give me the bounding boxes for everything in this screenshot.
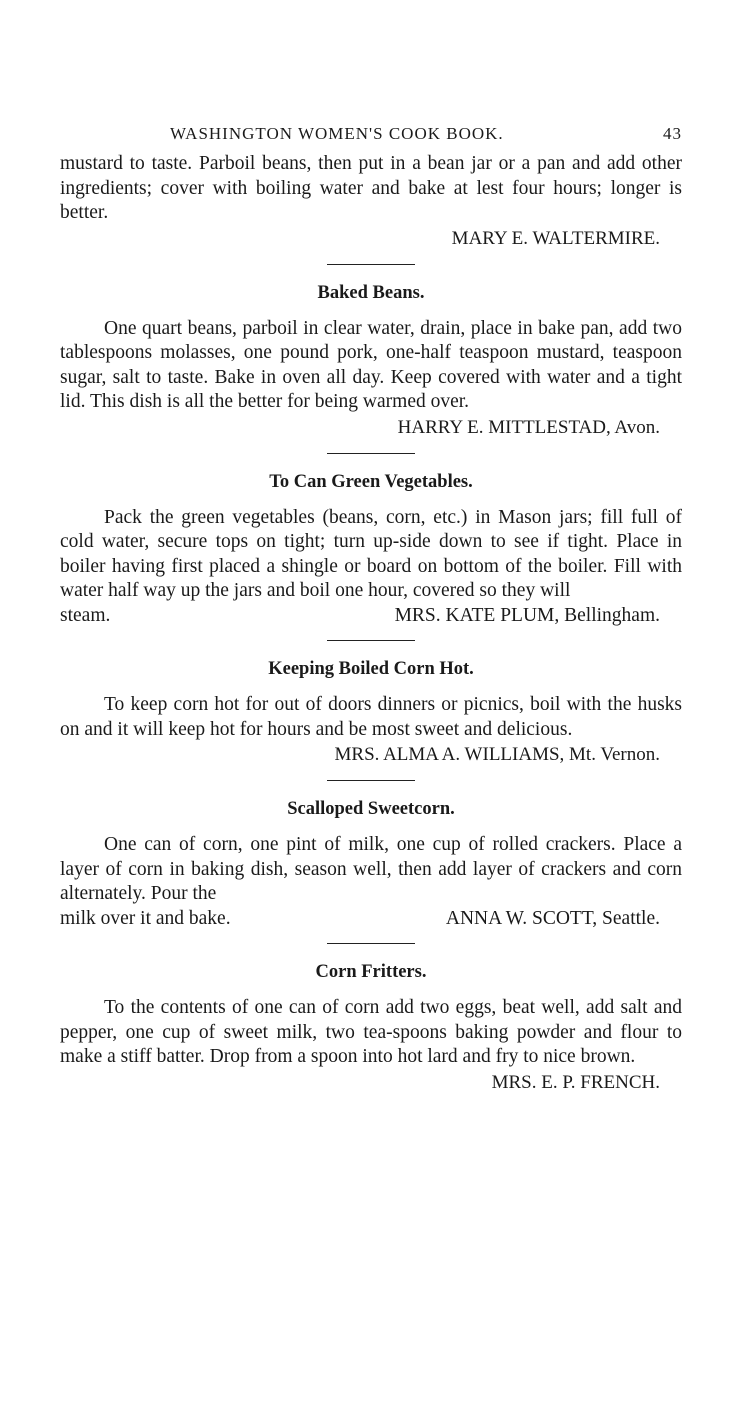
divider-rule <box>327 943 415 944</box>
recipe-title: Keeping Boiled Corn Hot. <box>268 659 474 679</box>
recipe-text: One can of corn, one pint of milk, one cup of rolled crackers. Place a layer of corn in baking dish, season well, then add layer of crackers and corn alternately. Pour the <box>60 834 682 904</box>
running-head <box>60 118 682 152</box>
recipe-text: One quart beans, parboil in clear water, drain, place in bake pan, add two tablespoons molasses, one pound pork, one-half teaspoon mustard, teaspoon sugar, salt to taste. Bake in oven all day. Keep covered with water and a tight lid. This dish is all the better for being warmed over. <box>60 317 682 412</box>
recipe-last-words: milk over it and bake. <box>60 907 231 929</box>
recipe-text: To keep corn hot for out of doors dinners or picnics, boil with the husks on and it will keep hot for hours and be most sweet and delicious. <box>60 694 682 740</box>
recipe-title: To Can Green Vegetables. <box>269 471 473 492</box>
recipe-text: Pack the green vegetables (beans, corn, etc.) in Mason jars; fill full of cold water, secure tops on tight; turn up-side down to see if tight. Place in boiler having first placed a shingle or board on bottom of the boiler. Fill with water half way up the jars and boil one hour, covered so they will <box>60 506 682 601</box>
divider-rule <box>327 453 415 454</box>
page-number: 43 <box>663 124 682 143</box>
divider-rule <box>327 780 415 781</box>
recipe-text: mustard to taste. Parboil beans, then put in a bean jar or a pan and add other ingredients; cover with boiling water and bake at lest four hours; longer is better. <box>60 153 682 223</box>
recipe-last-line <box>60 604 682 629</box>
divider-rule <box>327 264 415 265</box>
recipe-baked-beans <box>60 281 682 441</box>
recipe-title: Scalloped Sweetcorn. <box>287 799 455 819</box>
recipe-last-word: steam. <box>60 604 111 626</box>
recipe-title: Baked Beans. <box>317 282 425 303</box>
recipe-author: MRS. KATE PLUM, Bellingham. <box>394 604 660 626</box>
recipe-corn-fritters <box>60 960 682 1096</box>
book-title: WASHINGTON WOMEN'S COOK BOOK. <box>170 124 504 143</box>
recipe-author: HARRY E. MITTLESTAD, Avon. <box>397 416 660 438</box>
book-page <box>60 118 682 1096</box>
recipe-title: Corn Fritters. <box>315 962 427 982</box>
recipe-last-line <box>60 907 682 932</box>
divider-rule <box>327 640 415 641</box>
recipe-text: To the contents of one can of corn add two eggs, beat well, add salt and pepper, one cup of sweet milk, two tea-spoons baking powder and flour to make a stiff batter. Drop from a spoon into hot lard and fry to nice brown. <box>60 997 682 1067</box>
continued-recipe <box>60 152 682 252</box>
recipe-author: MRS. ALMA A. WILLIAMS, Mt. Vernon. <box>334 744 660 765</box>
recipe-scalloped-sweetcorn <box>60 797 682 931</box>
recipe-author: ANNA W. SCOTT, Seattle. <box>445 907 660 929</box>
recipe-author: MRS. E. P. FRENCH. <box>491 1071 660 1093</box>
recipe-keeping-corn-hot <box>60 657 682 768</box>
recipe-can-green-vegetables <box>60 470 682 629</box>
recipe-author: MARY E. WALTERMIRE. <box>451 227 660 249</box>
